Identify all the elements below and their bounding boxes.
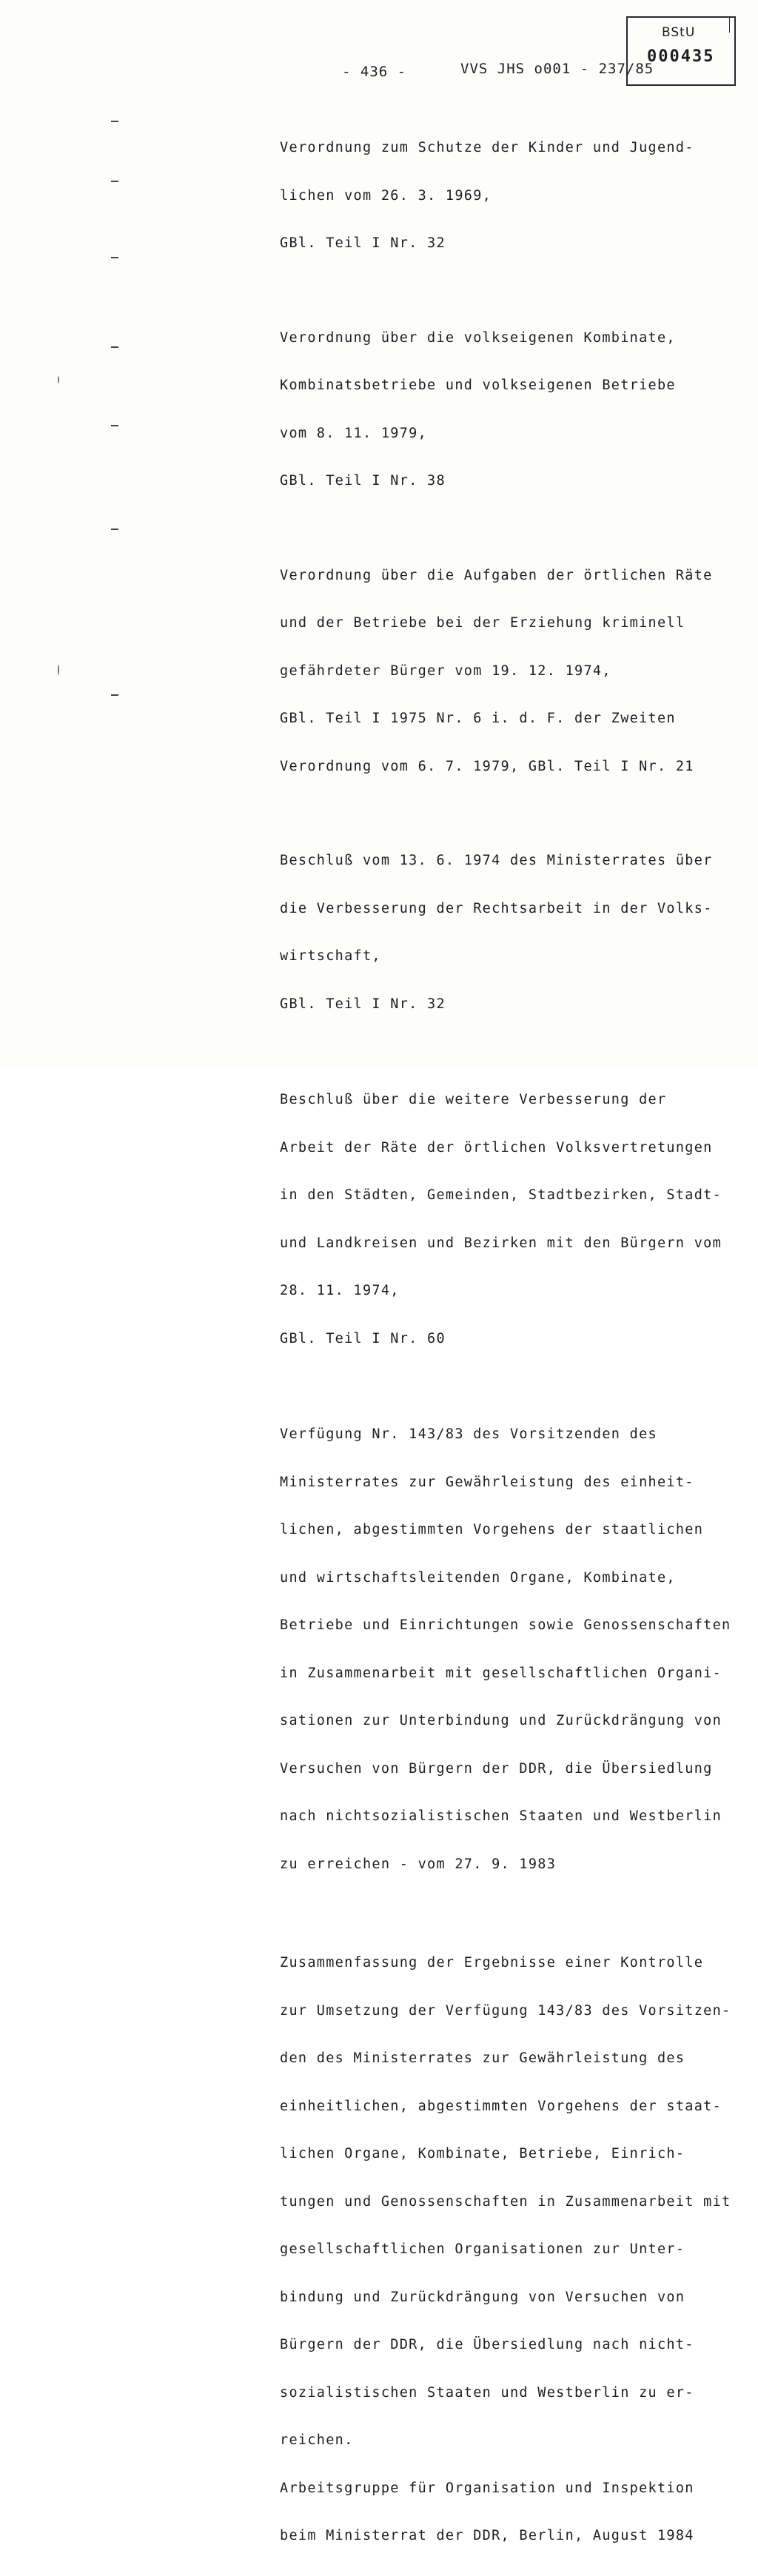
entry-line: Verordnung zum Schutze der Kinder und Jugend- <box>280 140 694 155</box>
entry-line: Betriebe und Einrichtungen sowie Genossenschaften <box>280 1617 731 1633</box>
entry-line: beim Ministerrat der DDR, Berlin, August 1984 <box>280 2528 694 2543</box>
archive-stamp <box>626 16 736 86</box>
entry-line: lichen vom 26. 3. 1969, <box>280 187 492 204</box>
entry-line: nach nichtsozialistischen Staaten und Westberlin <box>280 1808 722 1824</box>
entry-line: sozialistischen Staaten und Westberlin zu er- <box>280 2384 694 2401</box>
reference-entry <box>280 1060 739 1378</box>
reference-entry <box>280 1395 739 1904</box>
entry-line: wirtschaft, <box>280 948 381 964</box>
stamp-label: BStU <box>662 25 696 40</box>
entry-line: Verordnung über die Aufgaben der örtlichen Räte <box>280 567 713 583</box>
entry-line: Verordnung vom 6. 7. 1979, GBl. Teil I Nr. 21 <box>280 758 694 774</box>
entry-line: lichen, abgestimmten Vorgehens der staatlichen <box>280 1522 704 1537</box>
scan-speck <box>58 665 59 675</box>
entry-line: Bürgern der DDR, die Übersiedlung nach nicht- <box>280 2337 694 2352</box>
entry-line: Arbeitsgruppe für Organisation und Inspektion <box>280 2480 694 2496</box>
entry-line: in Zusammenarbeit mit gesellschaftlichen Organi- <box>280 1665 722 1681</box>
entry-line: gefährdeter Bürger vom 19. 12. 1974, <box>280 663 611 679</box>
entry-line: GBl. Teil I Nr. 32 <box>280 235 446 251</box>
entry-line: und Landkreisen und Bezirken mit den Bürgern vom <box>280 1235 722 1251</box>
entry-line: sationen zur Unterbindung und Zurückdrängung von <box>280 1713 722 1728</box>
entry-line: Arbeit der Räte der örtlichen Volksvertretungen <box>280 1139 713 1155</box>
entry-line: zur Umsetzung der Verfügung 143/83 des Vorsitzen- <box>280 2002 731 2019</box>
margin-mark <box>111 181 118 182</box>
entry-line: Kombinatsbetriebe und volkseigenen Betriebe <box>280 378 676 393</box>
entry-line: Zusammenfassung der Ergebnisse einer Kontrolle <box>280 1955 704 1970</box>
reference-entry <box>280 108 739 284</box>
margin-mark <box>111 694 118 696</box>
entry-line: und wirtschaftsleitenden Organe, Kombinate, <box>280 1569 676 1586</box>
entry-line: den des Ministerrates zur Gewährleistung des <box>280 2050 685 2066</box>
margin-mark <box>111 529 118 530</box>
entry-line: die Verbesserung der Rechtsarbeit in der Volks- <box>280 900 713 916</box>
entry-line: GBl. Teil I Nr. 32 <box>280 996 446 1012</box>
stamp-tick <box>729 18 730 33</box>
reference-list <box>280 108 739 2576</box>
entry-line: Ministerrates zur Gewährleistung des einheit- <box>280 1474 694 1490</box>
entry-line: bindung und Zurückdrängung von Versuchen von <box>280 2289 685 2305</box>
entry-line: tungen und Genossenschaften in Zusammenarbeit mit <box>280 2193 731 2210</box>
scan-speck <box>58 376 59 383</box>
entry-line: einheitlichen, abgestimmten Vorgehens der staat- <box>280 2098 722 2114</box>
entry-line: und der Betriebe bei der Erziehung kriminell <box>280 615 685 631</box>
reference-entry <box>280 536 739 807</box>
entry-line: Beschluß vom 13. 6. 1974 des Ministerrates über <box>280 853 713 868</box>
entry-line: GBl. Teil I 1975 Nr. 6 i. d. F. der Zweiten <box>280 711 676 726</box>
entry-line: Versuchen von Bürgern der DDR, die Übersiedlung <box>280 1760 713 1777</box>
margin-mark <box>111 121 118 122</box>
entry-line: reichen. <box>280 2432 354 2448</box>
entry-line: GBl. Teil I Nr. 38 <box>280 473 446 489</box>
margin-mark <box>111 257 118 258</box>
entry-line: Beschluß über die weitere Verbesserung der <box>280 1092 667 1107</box>
entry-line: Verordnung über die volkseigenen Kombinate, <box>280 329 676 346</box>
entry-line: vom 8. 11. 1979, <box>280 425 428 441</box>
entry-line: in den Städten, Gemeinden, Stadtbezirken, Stadt- <box>280 1187 722 1203</box>
entry-line: gesellschaftlichen Organisationen zur Unter- <box>280 2241 685 2257</box>
margin-mark <box>111 425 118 426</box>
reference-entry <box>280 821 739 1044</box>
stamp-number: 000435 <box>647 47 715 66</box>
reference-entry <box>280 1923 739 2576</box>
entry-line: zu erreichen - vom 27. 9. 1983 <box>280 1856 557 1872</box>
reference-entry <box>280 298 739 521</box>
entry-line: Verfügung Nr. 143/83 des Vorsitzenden des <box>280 1426 657 1442</box>
entry-line: lichen Organe, Kombinate, Betriebe, Einrich- <box>280 2146 685 2161</box>
page-number: - 436 - <box>342 64 407 80</box>
entry-line: 28. 11. 1974, <box>280 1283 400 1298</box>
document-reference: VVS JHS o001 - 237/85 <box>460 61 654 77</box>
entry-line: GBl. Teil I Nr. 60 <box>280 1330 446 1346</box>
margin-mark <box>111 346 118 348</box>
